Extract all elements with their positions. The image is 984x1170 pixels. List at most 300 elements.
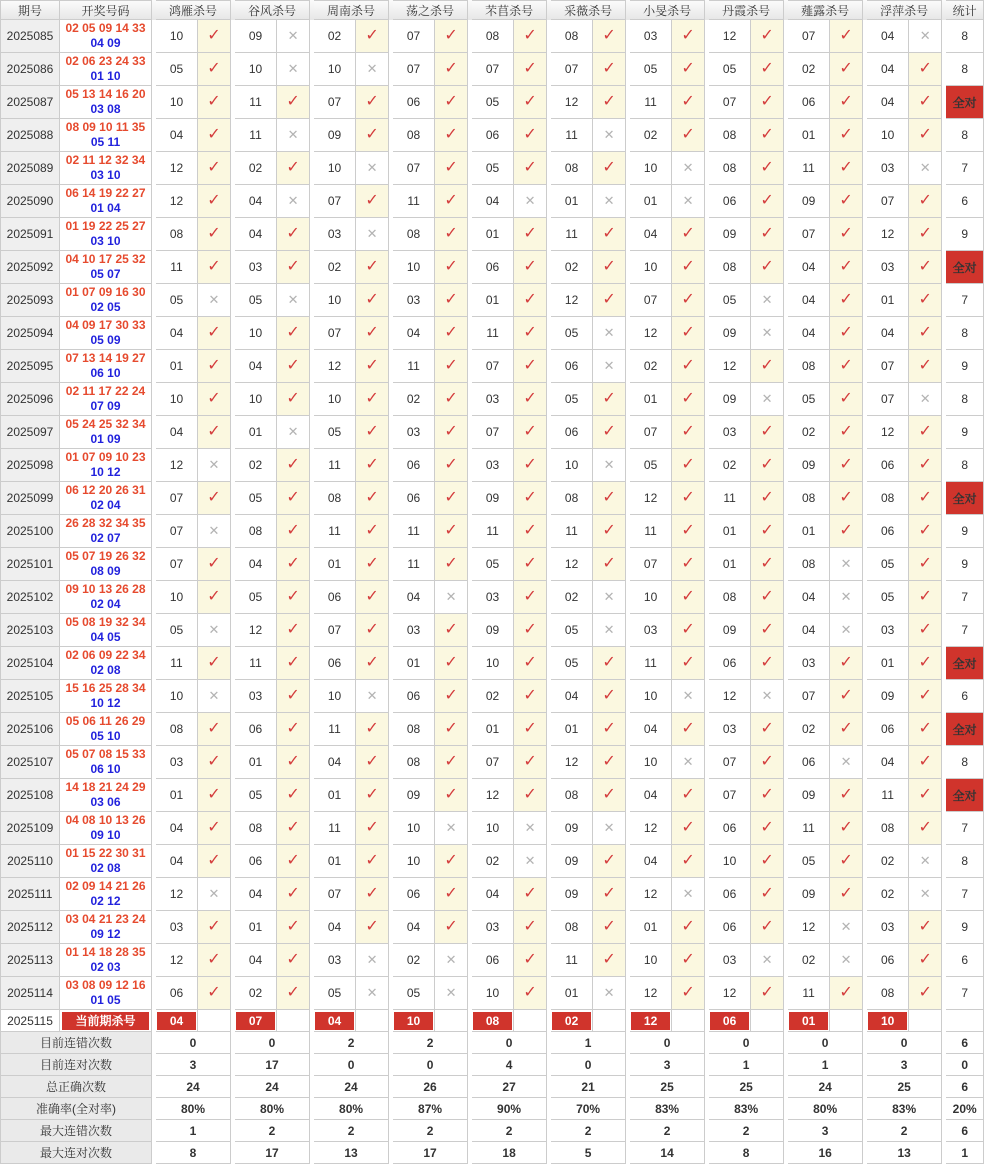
current-period-row [0, 1010, 984, 1032]
kill-number-cell: 07 [314, 185, 356, 218]
hit-cell [593, 152, 626, 185]
current-kill-badge: 02 [552, 1012, 591, 1030]
cross-icon: ✕ [366, 952, 378, 967]
period-cell: 2025085 [0, 20, 60, 53]
kill-number-cell: 04 [551, 680, 593, 713]
back-numbers: 07 09 [90, 399, 121, 413]
summary-value: 2 [314, 1032, 389, 1054]
hit-cell [356, 713, 389, 746]
miss-cell [593, 614, 626, 647]
hit-cell [909, 779, 942, 812]
summary-value: 2 [709, 1120, 784, 1142]
cross-icon: ✕ [287, 61, 299, 76]
back-numbers: 10 12 [90, 696, 121, 710]
hit-cell [672, 53, 705, 86]
hit-cell [751, 218, 784, 251]
miss-cell [435, 812, 468, 845]
kill-number-cell: 09 [867, 680, 909, 713]
check-icon: ✓ [286, 819, 300, 836]
check-icon: ✓ [839, 390, 853, 407]
table-row [0, 482, 984, 515]
kill-number-cell: 05 [788, 383, 830, 416]
check-icon: ✓ [839, 720, 853, 737]
hit-cell [198, 845, 231, 878]
kill-number-cell: 12 [630, 977, 672, 1010]
kill-number-cell: 04 [867, 86, 909, 119]
check-icon: ✓ [681, 720, 695, 737]
hit-cell [751, 350, 784, 383]
cross-icon: ✕ [603, 325, 615, 340]
hit-cell [672, 86, 705, 119]
hit-cell [593, 218, 626, 251]
hit-cell [356, 779, 389, 812]
miss-cell [198, 515, 231, 548]
check-icon: ✓ [365, 258, 379, 275]
draw-numbers-cell [60, 878, 152, 911]
summary-row [0, 1054, 984, 1076]
check-icon: ✓ [207, 390, 221, 407]
check-icon: ✓ [365, 357, 379, 374]
kill-number-cell: 04 [630, 845, 672, 878]
current-check-cell [830, 1010, 863, 1032]
hit-cell [672, 20, 705, 53]
hit-cell [751, 482, 784, 515]
back-numbers: 02 04 [90, 597, 121, 611]
check-icon: ✓ [681, 291, 695, 308]
check-icon: ✓ [523, 27, 537, 44]
hit-cell [277, 944, 310, 977]
hit-cell [830, 185, 863, 218]
kill-number-cell: 10 [156, 86, 198, 119]
draw-numbers-cell [60, 845, 152, 878]
period-cell: 2025108 [0, 779, 60, 812]
period-cell: 2025109 [0, 812, 60, 845]
check-icon: ✓ [839, 687, 853, 704]
kill-number-cell: 04 [630, 218, 672, 251]
cross-icon: ✕ [366, 226, 378, 241]
kill-number-cell: 07 [314, 317, 356, 350]
kill-number-cell: 09 [314, 119, 356, 152]
hit-cell [435, 449, 468, 482]
hit-cell [356, 383, 389, 416]
kill-number-cell: 02 [709, 449, 751, 482]
hit-cell [909, 812, 942, 845]
kill-number-cell: 04 [235, 350, 277, 383]
kill-number-cell: 11 [788, 977, 830, 1010]
stat-cell: 7 [946, 977, 984, 1010]
hit-cell [277, 779, 310, 812]
kill-number-cell: 04 [235, 218, 277, 251]
check-icon: ✓ [760, 918, 774, 935]
kill-number-cell: 05 [709, 284, 751, 317]
cross-icon: ✕ [366, 160, 378, 175]
miss-cell [830, 548, 863, 581]
kill-number-cell: 07 [551, 53, 593, 86]
kill-number-cell: 02 [235, 152, 277, 185]
kill-number-cell: 09 [472, 482, 514, 515]
column-header-expert: 谷风杀号 [235, 0, 310, 20]
hit-cell [198, 251, 231, 284]
hit-cell [909, 86, 942, 119]
check-icon: ✓ [918, 324, 932, 341]
check-icon: ✓ [207, 489, 221, 506]
kill-number-cell: 11 [472, 317, 514, 350]
hit-cell [751, 449, 784, 482]
check-icon: ✓ [207, 27, 221, 44]
front-numbers: 02 09 14 21 26 [65, 879, 146, 893]
kill-number-cell: 10 [393, 251, 435, 284]
summary-value: 16 [788, 1142, 863, 1164]
draw-numbers-cell [60, 680, 152, 713]
period-cell: 2025097 [0, 416, 60, 449]
check-icon: ✓ [681, 456, 695, 473]
check-icon: ✓ [365, 126, 379, 143]
check-icon: ✓ [681, 654, 695, 671]
hit-cell [435, 53, 468, 86]
period-cell: 2025100 [0, 515, 60, 548]
summary-value: 8 [709, 1142, 784, 1164]
check-icon: ✓ [207, 258, 221, 275]
draw-numbers-cell [60, 251, 152, 284]
hit-cell [514, 878, 547, 911]
check-icon: ✓ [444, 357, 458, 374]
kill-number-cell: 01 [788, 515, 830, 548]
hit-cell [435, 878, 468, 911]
check-icon: ✓ [207, 819, 221, 836]
check-icon: ✓ [918, 225, 932, 242]
hit-cell [198, 119, 231, 152]
check-icon: ✓ [760, 357, 774, 374]
period-cell: 2025106 [0, 713, 60, 746]
hit-cell [672, 713, 705, 746]
check-icon: ✓ [444, 720, 458, 737]
stat-cell: 6 [946, 680, 984, 713]
kill-number-cell: 02 [788, 416, 830, 449]
kill-number-cell: 02 [393, 944, 435, 977]
hit-cell [830, 284, 863, 317]
kill-number-cell: 02 [630, 119, 672, 152]
kill-number-cell: 07 [156, 515, 198, 548]
check-icon: ✓ [444, 27, 458, 44]
kill-number-cell: 02 [314, 251, 356, 284]
hit-cell [672, 845, 705, 878]
check-icon: ✓ [286, 852, 300, 869]
draw-numbers-cell [60, 86, 152, 119]
check-icon: ✓ [207, 93, 221, 110]
check-icon: ✓ [286, 786, 300, 803]
stat-cell: 8 [946, 449, 984, 482]
summary-value: 0 [393, 1054, 468, 1076]
draw-numbers-cell [60, 482, 152, 515]
kill-number-cell: 07 [630, 284, 672, 317]
table-row [0, 218, 984, 251]
kill-number-cell: 04 [788, 284, 830, 317]
hit-cell [198, 647, 231, 680]
cross-icon: ✕ [840, 589, 852, 604]
kill-number-cell: 12 [788, 911, 830, 944]
hit-cell [514, 614, 547, 647]
kill-number-cell: 03 [235, 251, 277, 284]
column-header-expert: 周南杀号 [314, 0, 389, 20]
check-icon: ✓ [918, 654, 932, 671]
hit-cell [356, 317, 389, 350]
kill-number-cell: 04 [788, 581, 830, 614]
hit-cell [672, 779, 705, 812]
hit-cell [672, 449, 705, 482]
summary-value: 1 [788, 1054, 863, 1076]
hit-cell [514, 680, 547, 713]
hit-cell [909, 746, 942, 779]
miss-cell [593, 350, 626, 383]
kill-number-cell: 11 [551, 119, 593, 152]
kill-number-cell: 06 [551, 350, 593, 383]
kill-number-cell: 08 [551, 152, 593, 185]
check-icon: ✓ [207, 60, 221, 77]
hit-cell [593, 383, 626, 416]
current-kill-cell [235, 1010, 277, 1032]
period-cell: 2025087 [0, 86, 60, 119]
table-row [0, 119, 984, 152]
kill-number-cell: 03 [867, 251, 909, 284]
hit-cell [830, 482, 863, 515]
summary-value: 2 [393, 1032, 468, 1054]
period-cell: 2025092 [0, 251, 60, 284]
column-header-period: 期号 [0, 0, 60, 20]
current-check-cell [514, 1010, 547, 1032]
column-header-draw: 开奖号码 [60, 0, 152, 20]
stat-cell: 8 [946, 845, 984, 878]
miss-cell [514, 185, 547, 218]
check-icon: ✓ [444, 687, 458, 704]
column-header-expert: 荡之杀号 [393, 0, 468, 20]
kill-number-cell: 07 [630, 416, 672, 449]
kill-number-cell: 06 [393, 482, 435, 515]
current-check-cell [356, 1010, 389, 1032]
summary-value: 80% [156, 1098, 231, 1120]
summary-value: 13 [867, 1142, 942, 1164]
column-header-expert: 采薇杀号 [551, 0, 626, 20]
draw-numbers-cell [60, 548, 152, 581]
miss-cell [672, 878, 705, 911]
cross-icon: ✕ [287, 127, 299, 142]
check-icon: ✓ [760, 489, 774, 506]
hit-cell [198, 383, 231, 416]
kill-number-cell: 05 [314, 977, 356, 1010]
summary-value: 18 [472, 1142, 547, 1164]
kill-number-cell: 06 [709, 878, 751, 911]
table-row [0, 878, 984, 911]
kill-number-cell: 11 [393, 350, 435, 383]
kill-number-cell: 03 [235, 680, 277, 713]
hit-cell [277, 812, 310, 845]
hit-cell [514, 152, 547, 185]
front-numbers: 07 13 14 19 27 [65, 351, 146, 365]
hit-cell [909, 284, 942, 317]
back-numbers: 02 05 [90, 300, 121, 314]
hit-cell [672, 944, 705, 977]
cross-icon: ✕ [524, 853, 536, 868]
hit-cell [593, 53, 626, 86]
cross-icon: ✕ [208, 688, 220, 703]
draw-numbers-cell [60, 713, 152, 746]
kill-number-cell: 05 [314, 416, 356, 449]
check-icon: ✓ [918, 951, 932, 968]
current-kill-cell [156, 1010, 198, 1032]
summary-value: 2 [630, 1120, 705, 1142]
current-check-cell [672, 1010, 705, 1032]
hit-cell [593, 284, 626, 317]
cross-icon: ✕ [919, 853, 931, 868]
kill-number-cell: 06 [393, 449, 435, 482]
all-correct-badge: 全对 [946, 647, 984, 680]
kill-number-cell: 07 [472, 746, 514, 779]
summary-value: 13 [314, 1142, 389, 1164]
cross-icon: ✕ [287, 424, 299, 439]
cross-icon: ✕ [445, 589, 457, 604]
hit-cell [909, 977, 942, 1010]
check-icon: ✓ [681, 984, 695, 1001]
check-icon: ✓ [207, 159, 221, 176]
cross-icon: ✕ [919, 391, 931, 406]
hit-cell [830, 86, 863, 119]
draw-numbers-cell [60, 944, 152, 977]
hit-cell [435, 647, 468, 680]
hit-cell [514, 383, 547, 416]
back-numbers: 05 10 [90, 729, 121, 743]
cross-icon: ✕ [840, 952, 852, 967]
check-icon: ✓ [681, 588, 695, 605]
cross-icon: ✕ [208, 292, 220, 307]
hit-cell [593, 878, 626, 911]
kill-number-cell: 10 [630, 680, 672, 713]
summary-stat: 0 [946, 1054, 984, 1076]
kill-number-cell: 10 [472, 812, 514, 845]
check-icon: ✓ [760, 786, 774, 803]
stat-cell: 9 [946, 911, 984, 944]
current-kill-badge: 04 [315, 1012, 354, 1030]
kill-number-cell: 07 [156, 548, 198, 581]
check-icon: ✓ [918, 555, 932, 572]
table-row [0, 548, 984, 581]
check-icon: ✓ [681, 423, 695, 440]
hit-cell [198, 713, 231, 746]
summary-value: 0 [867, 1032, 942, 1054]
kill-number-cell: 09 [788, 185, 830, 218]
hit-cell [356, 548, 389, 581]
miss-cell [198, 284, 231, 317]
check-icon: ✓ [365, 192, 379, 209]
summary-stat: 6 [946, 1032, 984, 1054]
kill-number-cell: 05 [235, 581, 277, 614]
kill-number-cell: 09 [788, 878, 830, 911]
hit-cell [751, 911, 784, 944]
check-icon: ✓ [602, 753, 616, 770]
cross-icon: ✕ [919, 886, 931, 901]
check-icon: ✓ [444, 93, 458, 110]
kill-number-cell: 01 [788, 119, 830, 152]
cross-icon: ✕ [287, 292, 299, 307]
check-icon: ✓ [444, 225, 458, 242]
check-icon: ✓ [207, 918, 221, 935]
hit-cell [672, 581, 705, 614]
hit-cell [435, 383, 468, 416]
table-row [0, 449, 984, 482]
summary-value: 1 [551, 1032, 626, 1054]
check-icon: ✓ [365, 489, 379, 506]
check-icon: ✓ [918, 687, 932, 704]
check-icon: ✓ [286, 258, 300, 275]
front-numbers: 02 05 09 14 33 [65, 21, 146, 35]
kill-number-cell: 04 [867, 317, 909, 350]
back-numbers: 03 10 [90, 168, 121, 182]
hit-cell [909, 680, 942, 713]
check-icon: ✓ [286, 93, 300, 110]
check-icon: ✓ [365, 555, 379, 572]
kill-number-cell: 12 [156, 152, 198, 185]
hit-cell [435, 746, 468, 779]
hit-cell [593, 548, 626, 581]
draw-numbers-cell [60, 812, 152, 845]
hit-cell [435, 548, 468, 581]
summary-value: 0 [314, 1054, 389, 1076]
draw-numbers-cell [60, 20, 152, 53]
kill-number-cell: 10 [235, 317, 277, 350]
check-icon: ✓ [760, 93, 774, 110]
current-kill-badge: 08 [473, 1012, 512, 1030]
hit-cell [672, 647, 705, 680]
kill-number-cell: 03 [156, 911, 198, 944]
kill-number-cell: 06 [709, 812, 751, 845]
hit-cell [909, 119, 942, 152]
front-numbers: 01 15 22 30 31 [65, 846, 146, 860]
kill-number-cell: 11 [314, 812, 356, 845]
stat-cell: 6 [946, 185, 984, 218]
back-numbers: 04 09 [90, 36, 121, 50]
period-cell: 2025114 [0, 977, 60, 1010]
all-correct-badge: 全对 [946, 86, 984, 119]
kill-number-cell: 08 [235, 812, 277, 845]
table-row [0, 779, 984, 812]
kill-number-cell: 09 [551, 878, 593, 911]
kill-number-cell: 12 [156, 449, 198, 482]
kill-number-cell: 11 [788, 812, 830, 845]
table-row [0, 845, 984, 878]
front-numbers: 26 28 32 34 35 [65, 516, 146, 530]
miss-cell [830, 944, 863, 977]
cross-icon: ✕ [366, 61, 378, 76]
summary-row [0, 1098, 984, 1120]
hit-cell [751, 86, 784, 119]
stat-cell: 8 [946, 317, 984, 350]
front-numbers: 02 11 12 32 34 [65, 153, 146, 167]
kill-number-cell: 11 [156, 647, 198, 680]
kill-number-cell: 01 [551, 713, 593, 746]
kill-number-cell: 04 [314, 911, 356, 944]
kill-number-cell: 01 [393, 647, 435, 680]
kill-number-cell: 05 [472, 548, 514, 581]
check-icon: ✓ [444, 885, 458, 902]
check-icon: ✓ [760, 885, 774, 902]
kill-number-cell: 10 [472, 647, 514, 680]
summary-value: 26 [393, 1076, 468, 1098]
summary-value: 0 [472, 1032, 547, 1054]
stat-cell: 7 [946, 284, 984, 317]
current-kill-cell [472, 1010, 514, 1032]
check-icon: ✓ [918, 621, 932, 638]
summary-value: 80% [235, 1098, 310, 1120]
kill-number-cell: 08 [551, 911, 593, 944]
hit-cell [514, 119, 547, 152]
